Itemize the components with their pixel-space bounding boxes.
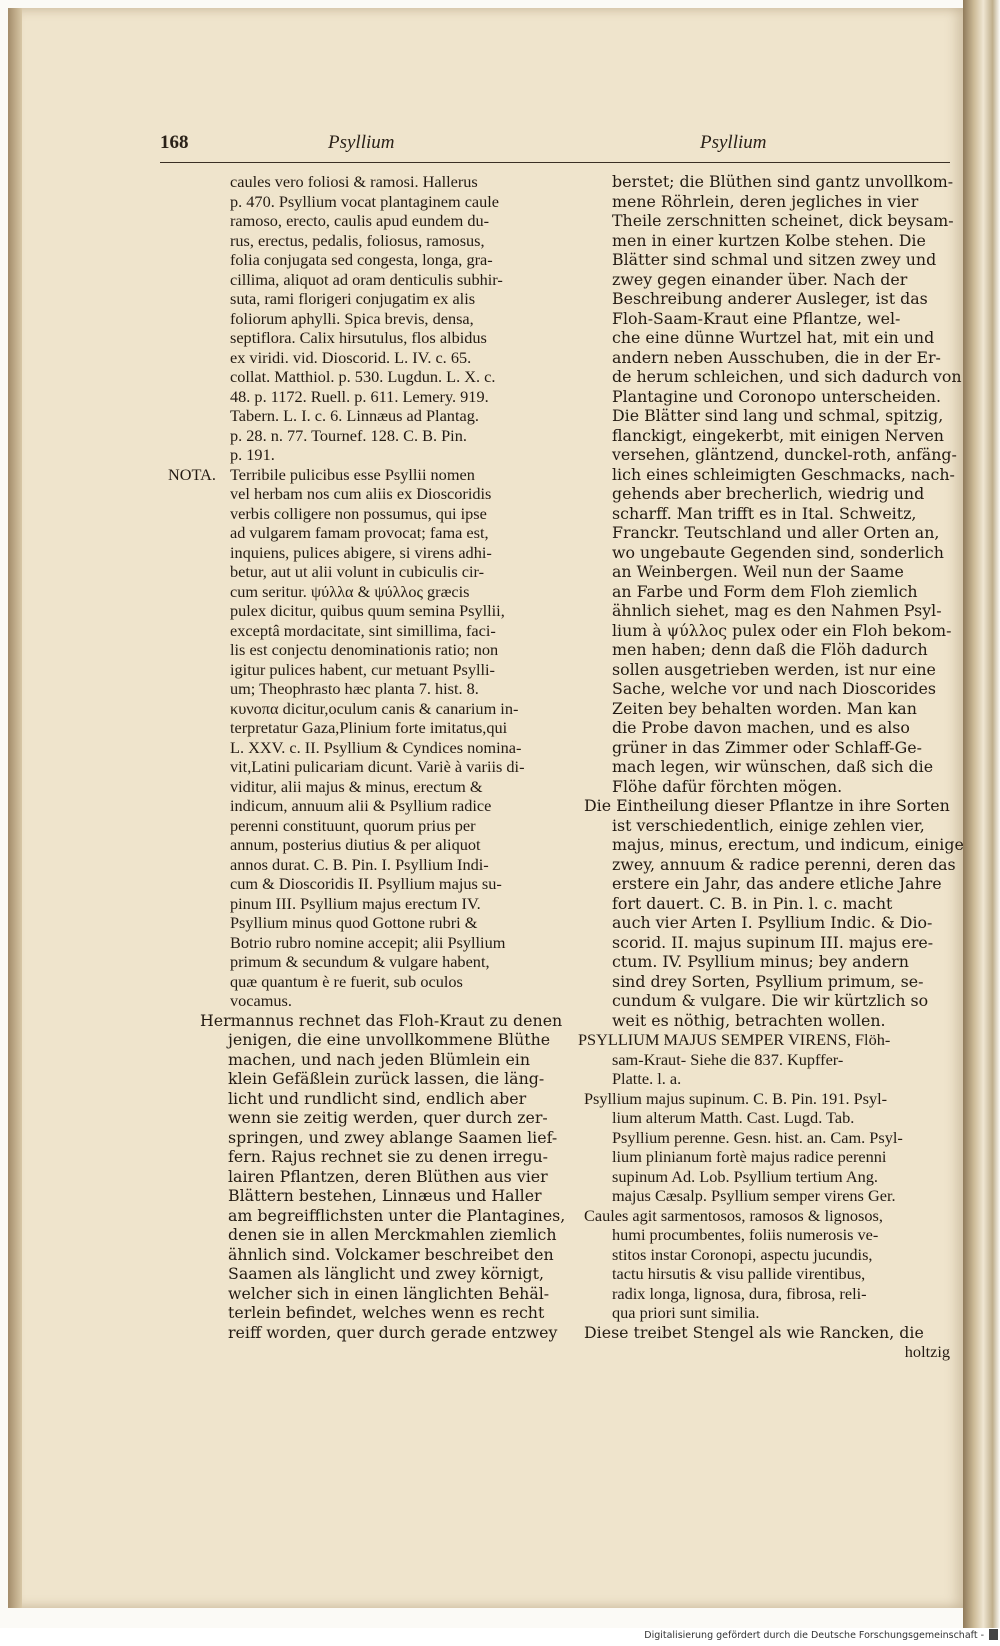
text-line: Saamen als länglicht und zwey körnigt, xyxy=(228,1264,544,1283)
text-line: denen sie in allen Merckmahlen ziemlich xyxy=(228,1225,557,1244)
text-line: de herum schleichen, und sich dadurch von xyxy=(612,367,962,386)
text-line: an Farbe und Form dem Floh ziemlich xyxy=(612,581,918,601)
text-line: exceptâ mordacitate, sint simillima, faci- xyxy=(230,620,496,640)
text-line: rus, erectus, pedalis, foliosus, ramosus, xyxy=(230,230,485,250)
text-line: p. 28. n. 77. Tournef. 128. C. B. Pin. xyxy=(230,425,467,445)
left-column xyxy=(168,172,566,1342)
paragraph-caules xyxy=(578,1206,950,1323)
running-title-right: Psyllium xyxy=(700,132,767,153)
text-line: sam-Kraut- Siehe die 837. Kupffer- xyxy=(612,1049,844,1069)
text-line: indicum, annuum alii & Psyllium radice xyxy=(230,796,492,815)
digitization-footer xyxy=(0,1628,1000,1646)
text-line: jenigen, die eine unvollkommene Blüthe xyxy=(228,1030,551,1049)
text-line: sollen ausgetrieben werden, ist nur eine xyxy=(612,659,936,679)
text-line: p. 191. xyxy=(230,445,275,464)
text-line: men in einer kurtzen Kolbe stehen. Die xyxy=(612,230,926,250)
text-line: men haben; denn daß die Flöh dadurch xyxy=(612,640,928,659)
dfg-logo-icon xyxy=(989,1629,998,1640)
text-line: Plantagine und Coronopo unterscheiden. xyxy=(612,386,941,406)
text-line: die Probe davon machen, und es also xyxy=(612,718,910,737)
text-line: sind drey Sorten, Psyllium primum, se- xyxy=(612,971,924,991)
text-line: pinum III. Psyllium majus erectum IV. xyxy=(230,893,481,913)
text-line: Psyllium majus supinum. C. B. Pin. 191. Psyl- xyxy=(584,1088,888,1108)
text-line: annum, posterius diutius & per aliquot xyxy=(230,835,481,854)
text-line: zwey gegen einander über. Nach der xyxy=(612,269,908,289)
text-line: Botrio rubro nomine accepit; alii Psyllium xyxy=(230,932,506,952)
text-line: scharff. Man trifft es in Ital. Schweitz, xyxy=(612,503,917,523)
text-line: che eine dünne Wurtzel hat, mit ein und xyxy=(612,328,935,347)
text-line: annos durat. C. B. Pin. I. Psyllium Indi- xyxy=(230,854,489,874)
text-line: grüner in das Zimmer oder Schlaff-Ge- xyxy=(612,737,922,757)
text-line: ähnlich sind. Volckamer beschreibet den xyxy=(228,1244,554,1264)
text-line: tactu hirsutis & visu pallide virentibus, xyxy=(612,1264,866,1283)
text-line: cundum & vulgare. Die wir kürtzlich so xyxy=(612,991,929,1010)
text-line: Hermannus rechnet das Floh-Kraut zu denen xyxy=(200,1010,563,1030)
text-line: erstere ein Jahr, das andere etliche Jahre xyxy=(612,874,942,893)
text-line: ähnlich siehet, mag es den Nahmen Psyl- xyxy=(612,601,942,620)
text-line: folia conjugata sed congesta, longa, gra- xyxy=(230,250,493,269)
text-line: mene Röhrlein, deren jegliches in vier xyxy=(612,191,919,211)
text-line: Theile zerschnitten scheinet, dick beysam- xyxy=(612,211,954,230)
text-line: κυνοπα dicitur,oculum canis & canarium in- xyxy=(230,698,519,718)
text-line: quæ quantum è re fuerit, sub oculos xyxy=(230,971,463,991)
text-line: Terribile pulicibus esse Psyllii nomen xyxy=(230,464,475,484)
text-line: zwey, annuum & radice perenni, deren das xyxy=(612,854,956,874)
paragraph-majus-supinum xyxy=(578,1089,950,1206)
text-line: klein Gefäßlein zurück lassen, die läng- xyxy=(228,1069,545,1088)
text-line: andern neben Ausschuben, die in der Er- xyxy=(612,347,941,367)
text-line: majus, minus, erectum, und indicum, einige xyxy=(612,835,964,854)
page-gutter xyxy=(8,8,22,1608)
catchword: holtzig xyxy=(904,1342,950,1361)
text-line: Platte. l. a. xyxy=(612,1069,682,1088)
text-line: versehen, gläntzend, dunckel-roth, anfäng- xyxy=(612,445,957,464)
paragraph-hermannus xyxy=(172,1010,566,1343)
text-line: flanckigt, eingekerbt, mit einigen Nerven xyxy=(612,425,944,445)
text-line: Die Eintheilung dieser Pflantze in ihre Sorten xyxy=(584,796,950,815)
paragraph-nota xyxy=(168,464,548,1011)
text-line: 48. p. 1172. Ruell. p. 611. Lemery. 919. xyxy=(230,386,489,406)
text-line: fort dauert. C. B. in Pin. l. c. macht xyxy=(612,893,893,913)
text-line: vel herbam nos cum aliis ex Dioscoridis xyxy=(230,484,492,503)
header-rule xyxy=(160,162,950,163)
text-line: viditur, alii majus & minus, erectum & xyxy=(230,776,483,796)
running-title-left: Psyllium xyxy=(328,132,395,153)
text-line: fern. Rajus rechnet sie zu denen irregu- xyxy=(228,1147,549,1166)
paragraph-semper-virens xyxy=(578,1030,950,1089)
paragraph-latin-description xyxy=(172,172,548,465)
text-line: mach legen, wir wünschen, daß sich die xyxy=(612,757,934,776)
text-line: gehends aber brecherlich, wiedrig und xyxy=(612,484,925,503)
nota-label: NOTA. xyxy=(168,464,216,484)
text-line: supinum Ad. Lob. Psyllium tertium Ang. xyxy=(612,1166,878,1186)
text-line: PSYLLIUM MAJUS SEMPER VIRENS, Flöh- xyxy=(578,1030,891,1049)
text-line: reiff worden, quer durch gerade entzwey xyxy=(228,1322,558,1342)
text-line: am begreifflichsten unter die Plantagines, xyxy=(228,1205,566,1225)
text-line: Die Blätter sind lang und schmal, spitzig, xyxy=(612,406,944,425)
text-line: weit es nöthig, betrachten wollen. xyxy=(612,1010,886,1030)
text-line: machen, und nach jeden Blümlein ein xyxy=(228,1049,531,1069)
text-line: Sache, welche vor und nach Dioscorides xyxy=(612,679,936,698)
paragraph-diese xyxy=(578,1323,950,1343)
text-line: Zeiten bey behalten worden. Man kan xyxy=(612,698,917,718)
text-line: inquiens, pulices abigere, si virens adhi- xyxy=(230,542,492,562)
text-line: lium plinianum fortè majus radice perenni xyxy=(612,1147,887,1166)
page-edge xyxy=(963,0,1000,1646)
text-line: lium alterum Matth. Cast. Lugd. Tab. xyxy=(612,1108,855,1127)
text-line: lis est conjectu denominationis ratio; non xyxy=(230,640,499,659)
text-line: ramoso, erecto, caulis apud eundem du- xyxy=(230,211,490,230)
text-line: ad vulgarem famam provocat; fama est, xyxy=(230,523,489,542)
text-line: suta, rami florigeri conjugatim ex alis xyxy=(230,289,476,308)
text-line: Psyllium minus quod Gottone rubri & xyxy=(230,913,478,932)
page-header xyxy=(160,132,950,162)
text-line: Caules agit sarmentosos, ramosos & lignosos, xyxy=(584,1205,883,1225)
text-line: cum & Dioscoridis II. Psyllium majus su- xyxy=(230,874,502,893)
text-line: collat. Matthiol. p. 530. Lugdun. L. X. c. xyxy=(230,367,496,386)
text-line: Floh-Saam-Kraut eine Pflantze, wel- xyxy=(612,308,901,328)
text-line: lium à ψύλλος pulex oder ein Floh bekom- xyxy=(612,620,952,640)
text-line: vocamus. xyxy=(230,991,292,1010)
text-line: um; Theophrasto hæc planta 7. hist. 8. xyxy=(230,679,479,698)
text-line: Blättern bestehen, Linnæus und Haller xyxy=(228,1186,542,1205)
text-line: cum seritur. ψύλλα & ψύλλος græcis xyxy=(230,581,470,601)
text-line: stitos instar Coronopi, aspectu jucundis, xyxy=(612,1244,873,1264)
text-line: p. 470. Psyllium vocat plantaginem caule xyxy=(230,191,500,211)
text-line: Blätter sind schmal und sitzen zwey und xyxy=(612,250,937,269)
footer-credit: Digitalisierung gefördert durch die Deutsche Forschungsgemeinschaft - xyxy=(644,1630,984,1641)
text-line: terpretatur Gaza,Plinium forte imitatus,qui xyxy=(230,718,508,737)
text-line: welcher sich in einen länglichten Behäl- xyxy=(228,1283,550,1303)
text-line: caules vero foliosi & ramosi. Hallerus xyxy=(230,172,478,191)
text-line: pulex dicitur, quibus quum semina Psyllii, xyxy=(230,601,505,620)
text-line: licht und rundlicht sind, endlich aber xyxy=(228,1088,527,1108)
text-line: Tabern. L. I. c. 6. Linnæus ad Plantag. xyxy=(230,406,479,425)
text-line: Franckr. Teutschland und aller Orten an, xyxy=(612,523,940,542)
text-line: auch vier Arten I. Psyllium Indic. & Dio- xyxy=(612,913,933,932)
text-line: septiflora. Calix hirsutulus, flos albidus xyxy=(230,328,487,347)
text-line: Diese treibet Stengel als wie Rancken, die xyxy=(584,1322,924,1342)
text-line: cillima, aliquot ad oram denticulis subhir- xyxy=(230,269,503,289)
text-line: L. XXV. c. II. Psyllium & Cyndices nomina- xyxy=(230,737,522,757)
text-line: Flöhe dafür förchten mögen. xyxy=(612,776,843,796)
text-line: berstet; die Blüthen sind gantz unvollkom- xyxy=(612,172,954,191)
text-line: foliorum aphylli. Spica brevis, densa, xyxy=(230,308,474,328)
text-line: humi procumbentes, foliis numerosis ve- xyxy=(612,1225,879,1244)
text-line: terlein befindet, welches wenn es recht xyxy=(228,1303,545,1322)
text-line: wo ungebaute Gegenden sind, sonderlich xyxy=(612,542,944,562)
page-number: 168 xyxy=(160,132,189,153)
text-line: springen, und zwey ablange Saamen lief- xyxy=(228,1127,558,1147)
text-line: Psyllium perenne. Gesn. hist. an. Cam. Psyl- xyxy=(612,1127,903,1147)
paragraph-eintheilung xyxy=(578,796,964,1030)
text-line: verbis colligere non possumus, qui ipse xyxy=(230,503,487,523)
text-line: qua priori sunt similia. xyxy=(612,1303,760,1322)
text-line: lich eines schleimigten Geschmacks, nach- xyxy=(612,464,955,484)
text-line: primum & secundum & vulgare habent, xyxy=(230,952,490,971)
right-column xyxy=(578,172,964,1362)
text-line: an Weinbergen. Weil nun der Saame xyxy=(612,562,904,581)
text-line: lairen Pflantzen, deren Blüthen aus vier xyxy=(228,1166,548,1186)
text-line: vit,Latini pulicariam dicunt. Variè à variis di- xyxy=(230,757,525,776)
text-line: igitur pulices habent, cur metuant Psylli- xyxy=(230,659,495,679)
text-line: radix longa, lignosa, dura, fibrosa, reli- xyxy=(612,1283,867,1303)
text-line: scorid. II. majus supinum III. majus ere- xyxy=(612,932,934,952)
text-line: ist verschiedentlich, einige zehlen vier, xyxy=(612,815,925,835)
text-line: Beschreibung anderer Ausleger, ist das xyxy=(612,289,928,308)
text-line: ex viridi. vid. Dioscorid. L. IV. c. 65. xyxy=(230,347,472,367)
text-line: perenni constituunt, quorum prius per xyxy=(230,815,476,835)
text-line: wenn sie zeitig werden, quer durch zer- xyxy=(228,1108,548,1127)
paragraph-bluethen xyxy=(578,172,962,796)
text-line: majus Cæsalp. Psyllium semper virens Ger. xyxy=(612,1186,896,1205)
text-line: ctum. IV. Psyllium minus; bey andern xyxy=(612,952,909,971)
text-line: betur, aut ut alii volunt in cubiculis cir- xyxy=(230,562,485,581)
